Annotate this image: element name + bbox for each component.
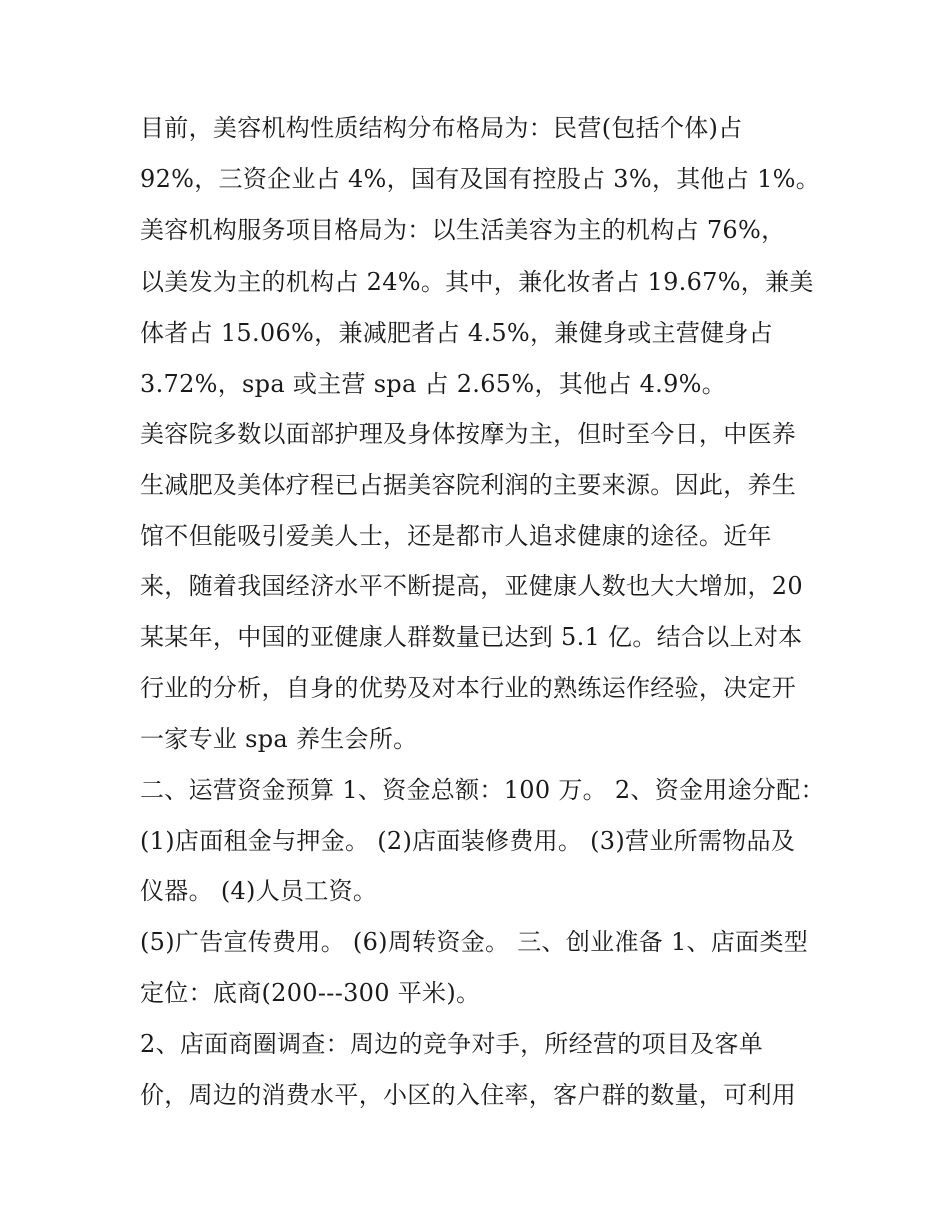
text-line-4: 以美发为主的机构占 24%。其中，兼化妆者占 19.67%，兼美: [140, 268, 814, 296]
text-line-14: 二、运营资金预算 1、资金总额：100 万。 2、资金用途分配：: [140, 776, 825, 804]
text-line-19: 2、店面商圈调查：周边的竞争对手，所经营的项目及客单: [140, 1030, 764, 1058]
text-line-11: 某某年，中国的亚健康人群数量已达到 5.1 亿。结合以上对本: [140, 623, 803, 651]
text-line-5: 体者占 15.06%，兼减肥者占 4.5%，兼健身或主营健身占: [140, 319, 774, 347]
text-line-8: 生减肥及美体疗程已占据美容院利润的主要来源。因此，养生: [140, 471, 797, 499]
text-line-2: 92%，三资企业占 4%，国有及国有控股占 3%，其他占 1%。: [140, 165, 821, 193]
text-line-6: 3.72%，spa 或主营 spa 占 2.65%，其他占 4.9%。: [140, 370, 727, 398]
text-line-7: 美容院多数以面部护理及身体按摩为主，但时至今日，中医养: [140, 420, 797, 448]
text-line-17: (5)广告宣传费用。 (6)周转资金。 三、创业准备 1、店面类型: [140, 928, 809, 956]
text-line-9: 馆不但能吸引爱美人士，还是都市人追求健康的途径。近年: [140, 522, 772, 550]
text-line-16: 仪器。 (4)人员工资。: [140, 877, 378, 905]
text-line-3: 美容机构服务项目格局为：以生活美容为主的机构占 76%，: [140, 216, 786, 244]
text-line-15: (1)店面租金与押金。 (2)店面装修费用。 (3)营业所需物品及: [140, 827, 796, 855]
text-line-12: 行业的分析，自身的优势及对本行业的熟练运作经验，决定开: [140, 674, 797, 702]
text-line-20: 价，周边的消费水平，小区的入住率，客户群的数量，可利用: [140, 1081, 797, 1109]
text-line-10: 来，随着我国经济水平不断提高，亚健康人数也大大增加，20: [140, 572, 803, 600]
text-line-1: 目前，美容机构性质结构分布格局为：民营(包括个体)占: [140, 114, 743, 142]
text-line-18: 定位：底商(200---300 平米)。: [140, 979, 481, 1007]
text-line-13: 一家专业 spa 养生会所。: [140, 725, 418, 753]
